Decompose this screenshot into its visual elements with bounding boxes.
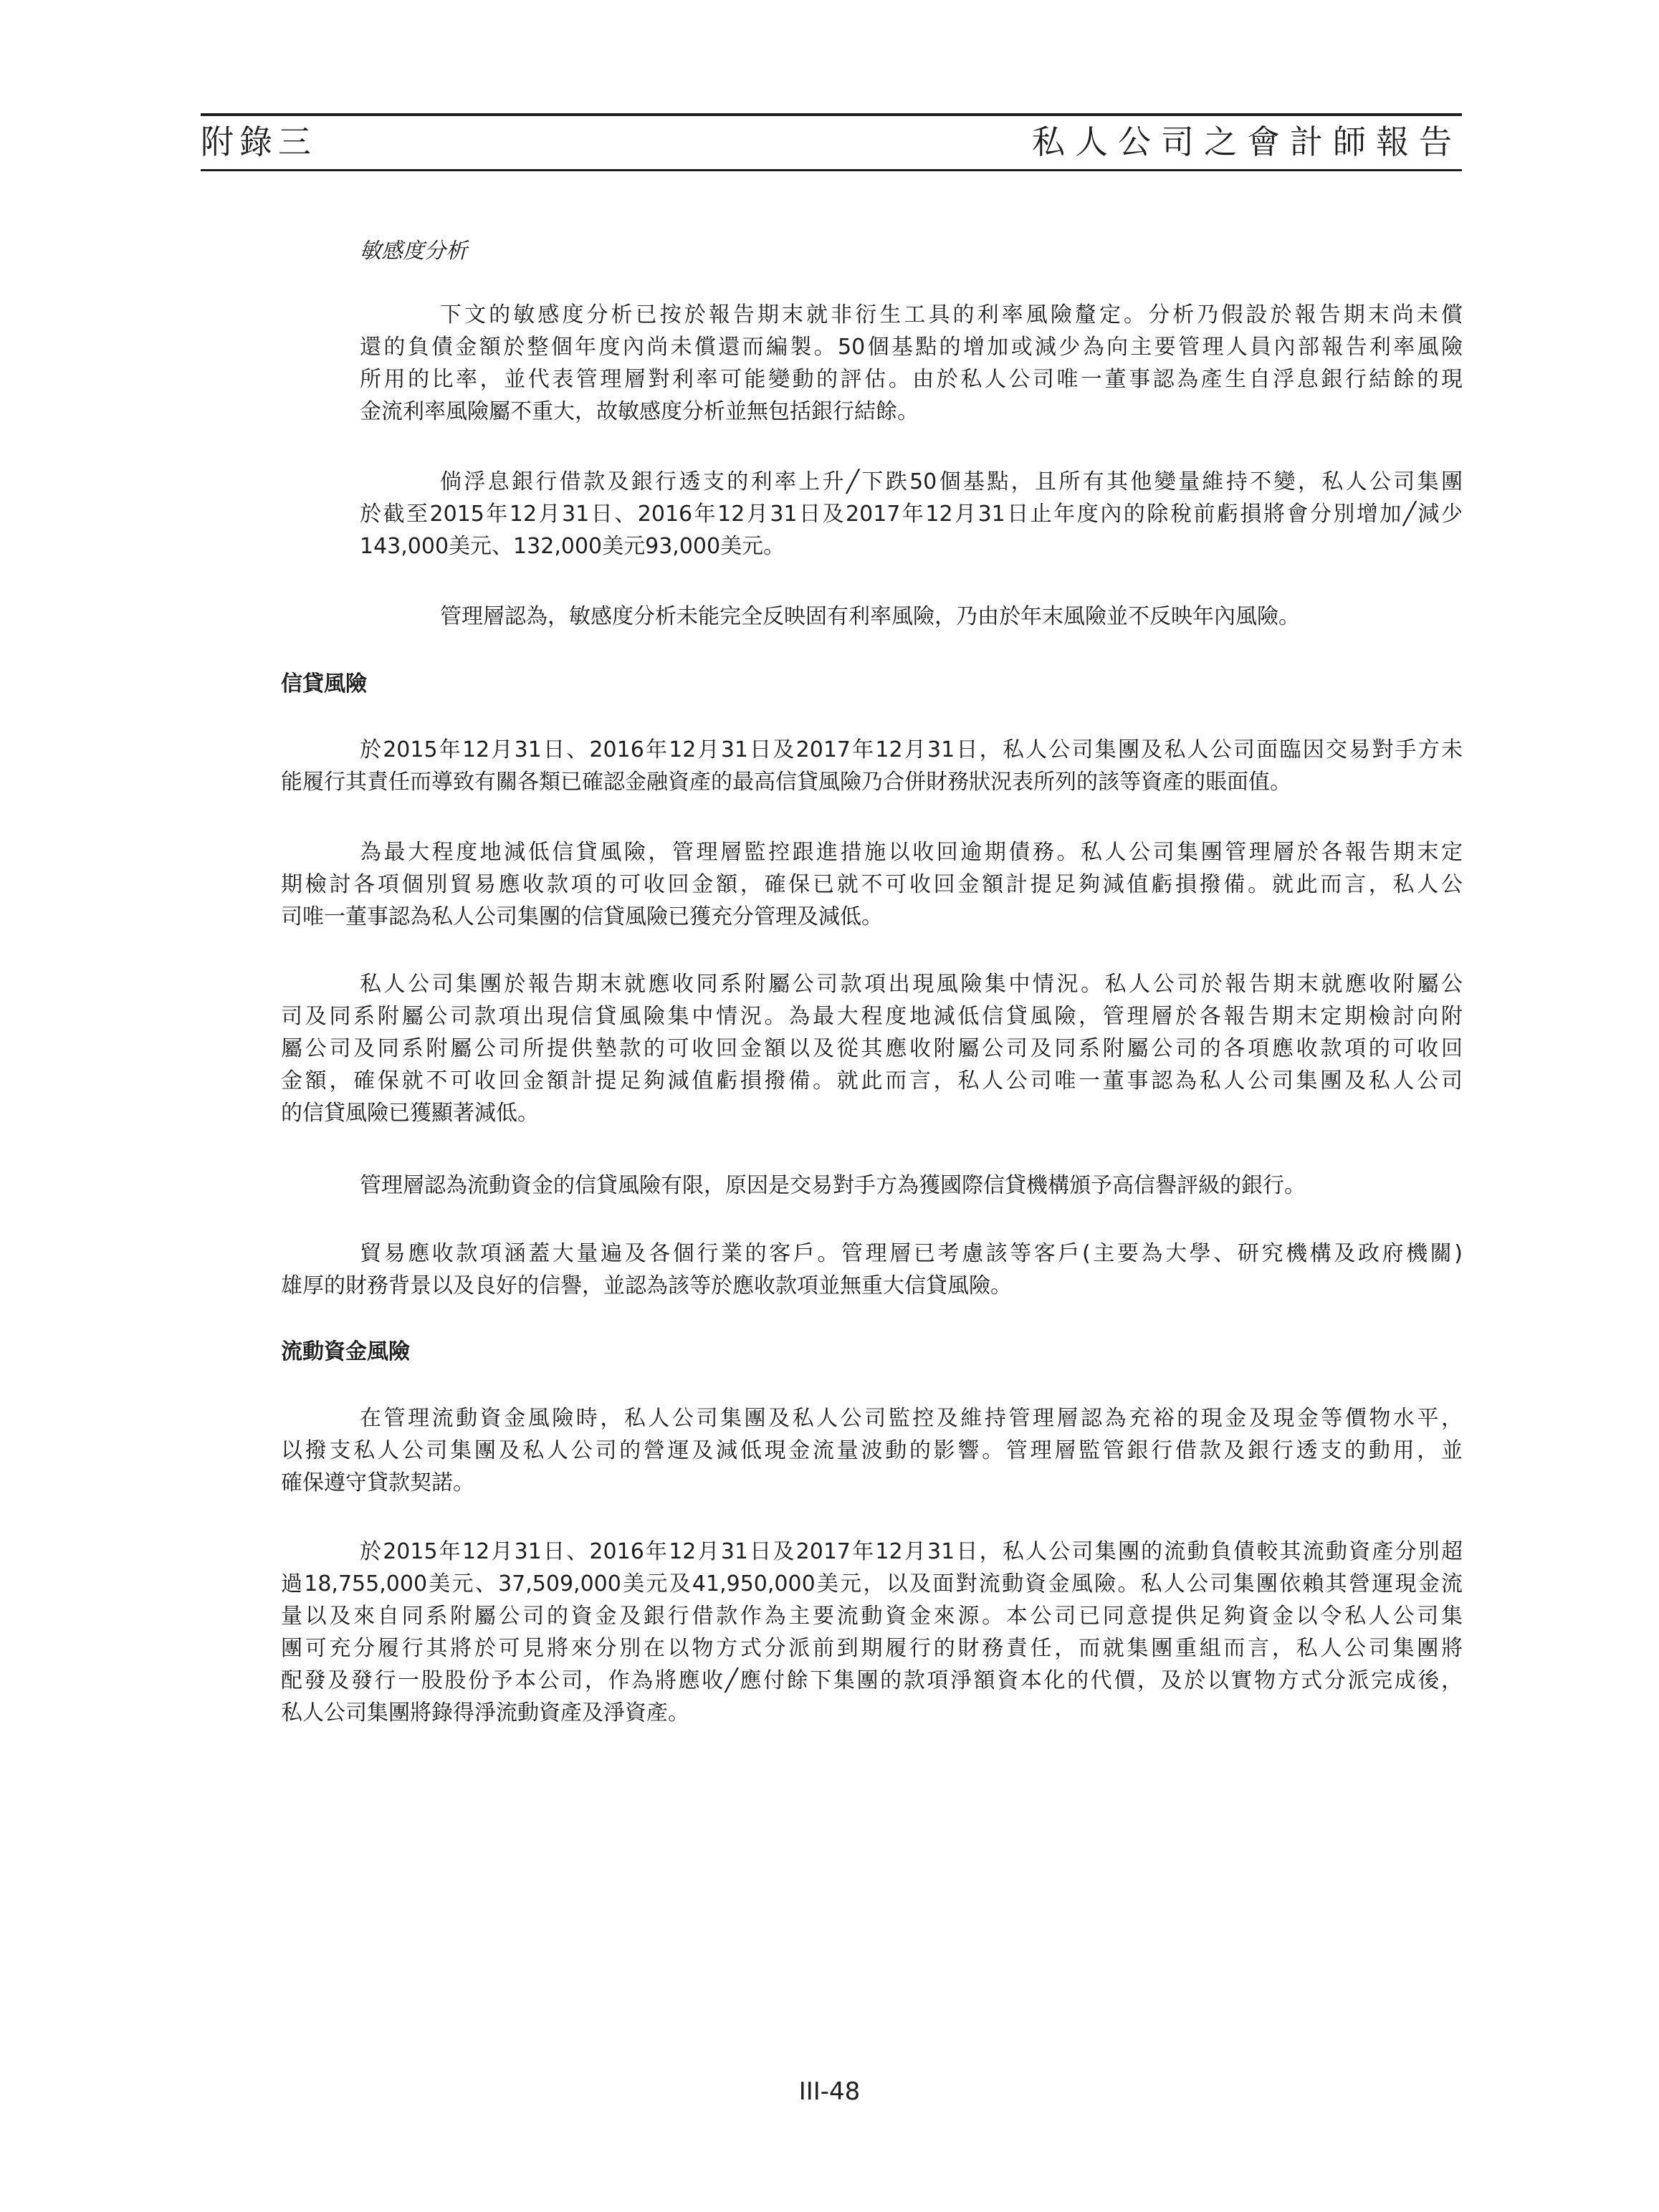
- paragraph-line: 143,000美元、132,000美元93,000美元。: [360, 534, 785, 559]
- paragraph-line: 倘浮息銀行借款及銀行透支的利率上升╱下跌50個基點，且所有其他變量維持不變，私人公司集團: [440, 469, 1463, 494]
- sensitivity-subheading: 敏感度分析: [360, 239, 467, 264]
- credit-paragraph-3: [281, 968, 1463, 1129]
- paragraph-line: 以撥支私人公司集團及私人公司的營運及減低現金流量波動的影響。管理層監管銀行借款及銀行透支的動用，並: [281, 1438, 1463, 1463]
- liquidity-paragraph-1: [281, 1402, 1463, 1499]
- paragraph-line: 能履行其責任而導致有關各類已確認金融資產的最高信貸風險乃合併財務狀況表所列的該等資產的賬面值。: [281, 770, 1291, 795]
- paragraph-line: 團可充分履行其將於可見將來分別在以物方式分派前到期履行的財務責任，而就集團重組而言，私人公司集團將: [281, 1636, 1463, 1661]
- paragraph-line: 量以及來自同系附屬公司的資金及銀行借款作為主要流動資金來源。本公司已同意提供足夠資金以令私人公司集: [281, 1604, 1463, 1629]
- paragraph-line: 管理層認為，敏感度分析未能完全反映固有利率風險，乃由於年末風險並不反映年內風險。: [440, 604, 1300, 629]
- paragraph-line: 金流利率風險屬不重大，故敏感度分析並無包括銀行結餘。: [360, 399, 919, 424]
- paragraph-line: 期檢討各項個別貿易應收款項的可收回金額，確保已就不可收回金額計提足夠減值虧損撥備。就此而言，私人公: [281, 872, 1463, 897]
- paragraph-line: 還的負債金額於整個年度內尚未償還而編製。50個基點的增加或減少為向主要管理人員內部報告利率風險: [360, 335, 1463, 360]
- paragraph-line: 配發及發行一股股份予本公司，作為將應收╱應付餘下集團的款項淨額資本化的代價，及於以實物方式分派完成後，: [281, 1668, 1463, 1693]
- paragraph-line: 於2015年12月31日、2016年12月31日及2017年12月31日，私人公司集團的流動負債較其流動資產分別超: [360, 1539, 1463, 1564]
- paragraph-line: 貿易應收款項涵蓋大量遍及各個行業的客戶。管理層已考慮該等客戶(主要為大學、研究機構及政府機關): [360, 1241, 1463, 1266]
- paragraph-line: 所用的比率，並代表管理層對利率可能變動的評估。由於私人公司唯一董事認為產生自浮息銀行結餘的現: [360, 367, 1463, 392]
- page-number: III-48: [798, 2077, 861, 2106]
- sensitivity-paragraph-3: [360, 600, 1463, 633]
- paragraph-line: 於截至2015年12月31日、2016年12月31日及2017年12月31日止年度內的除稅前虧損將會分別增加╱減少: [360, 502, 1463, 527]
- paragraph-line: 確保遵守貸款契諾。: [281, 1470, 474, 1495]
- paragraph-line: 於2015年12月31日、2016年12月31日及2017年12月31日，私人公司集團及私人公司面臨因交易對手方未: [360, 737, 1463, 762]
- header-top-rule: [201, 113, 1462, 116]
- sensitivity-paragraph-1: [360, 299, 1463, 428]
- paragraph-line: 為最大程度地減低信貸風險，管理層監控跟進措施以收回逾期債務。私人公司集團管理層於各報告期末定: [360, 840, 1463, 865]
- credit-paragraph-4: [281, 1169, 1463, 1202]
- paragraph-line: 下文的敏感度分析已按於報告期末就非衍生工具的利率風險釐定。分析乃假設於報告期末尚未償: [440, 302, 1463, 327]
- paragraph-line: 管理層認為流動資金的信貸風險有限，原因是交易對手方為獲國際信貸機構頒予高信譽評級的銀行。: [360, 1173, 1306, 1198]
- report-title: 私人公司之會計師報告: [1032, 123, 1462, 161]
- paragraph-line: 在管理流動資金風險時，私人公司集團及私人公司監控及維持管理層認為充裕的現金及現金等價物水平，: [360, 1406, 1463, 1431]
- paragraph-line: 私人公司集團將錄得淨流動資產及淨資產。: [281, 1700, 689, 1725]
- paragraph-line: 司及同系附屬公司款項出現信貸風險集中情況。為最大程度地減低信貸風險，管理層於各報告期末定期檢討向附: [281, 1004, 1463, 1029]
- credit-paragraph-1: [281, 734, 1463, 798]
- sensitivity-paragraph-2: [360, 466, 1463, 562]
- paragraph-line: 私人公司集團於報告期末就應收同系附屬公司款項出現風險集中情況。私人公司於報告期末就應收附屬公: [360, 972, 1463, 997]
- credit-risk-heading: 信貸風險: [281, 671, 367, 696]
- liquidity-paragraph-2: [281, 1536, 1463, 1729]
- paragraph-line: 金額，確保就不可收回金額計提足夠減值虧損撥備。就此而言，私人公司唯一董事認為私人公司集團及私人公司: [281, 1068, 1463, 1093]
- paragraph-line: 的信貸風險已獲顯著減低。: [281, 1101, 539, 1126]
- liquidity-risk-heading: 流動資金風險: [281, 1339, 410, 1364]
- credit-paragraph-5: [281, 1237, 1463, 1302]
- paragraph-line: 雄厚的財務背景以及良好的信譽，並認為該等於應收款項並無重大信貸風險。: [281, 1273, 1012, 1298]
- paragraph-line: 司唯一董事認為私人公司集團的信貸風險已獲充分管理及減低。: [281, 904, 883, 929]
- paragraph-line: 屬公司及同系附屬公司所提供墊款的可收回金額以及從其應收附屬公司及同系附屬公司的各項應收款項的可收回: [281, 1036, 1463, 1061]
- appendix-label: 附錄三: [201, 123, 317, 161]
- paragraph-line: 過18,755,000美元、37,509,000美元及41,950,000美元，以及面對流動資金風險。私人公司集團依賴其營運現金流: [281, 1571, 1463, 1596]
- credit-paragraph-2: [281, 836, 1463, 933]
- header-bottom-rule: [201, 169, 1462, 171]
